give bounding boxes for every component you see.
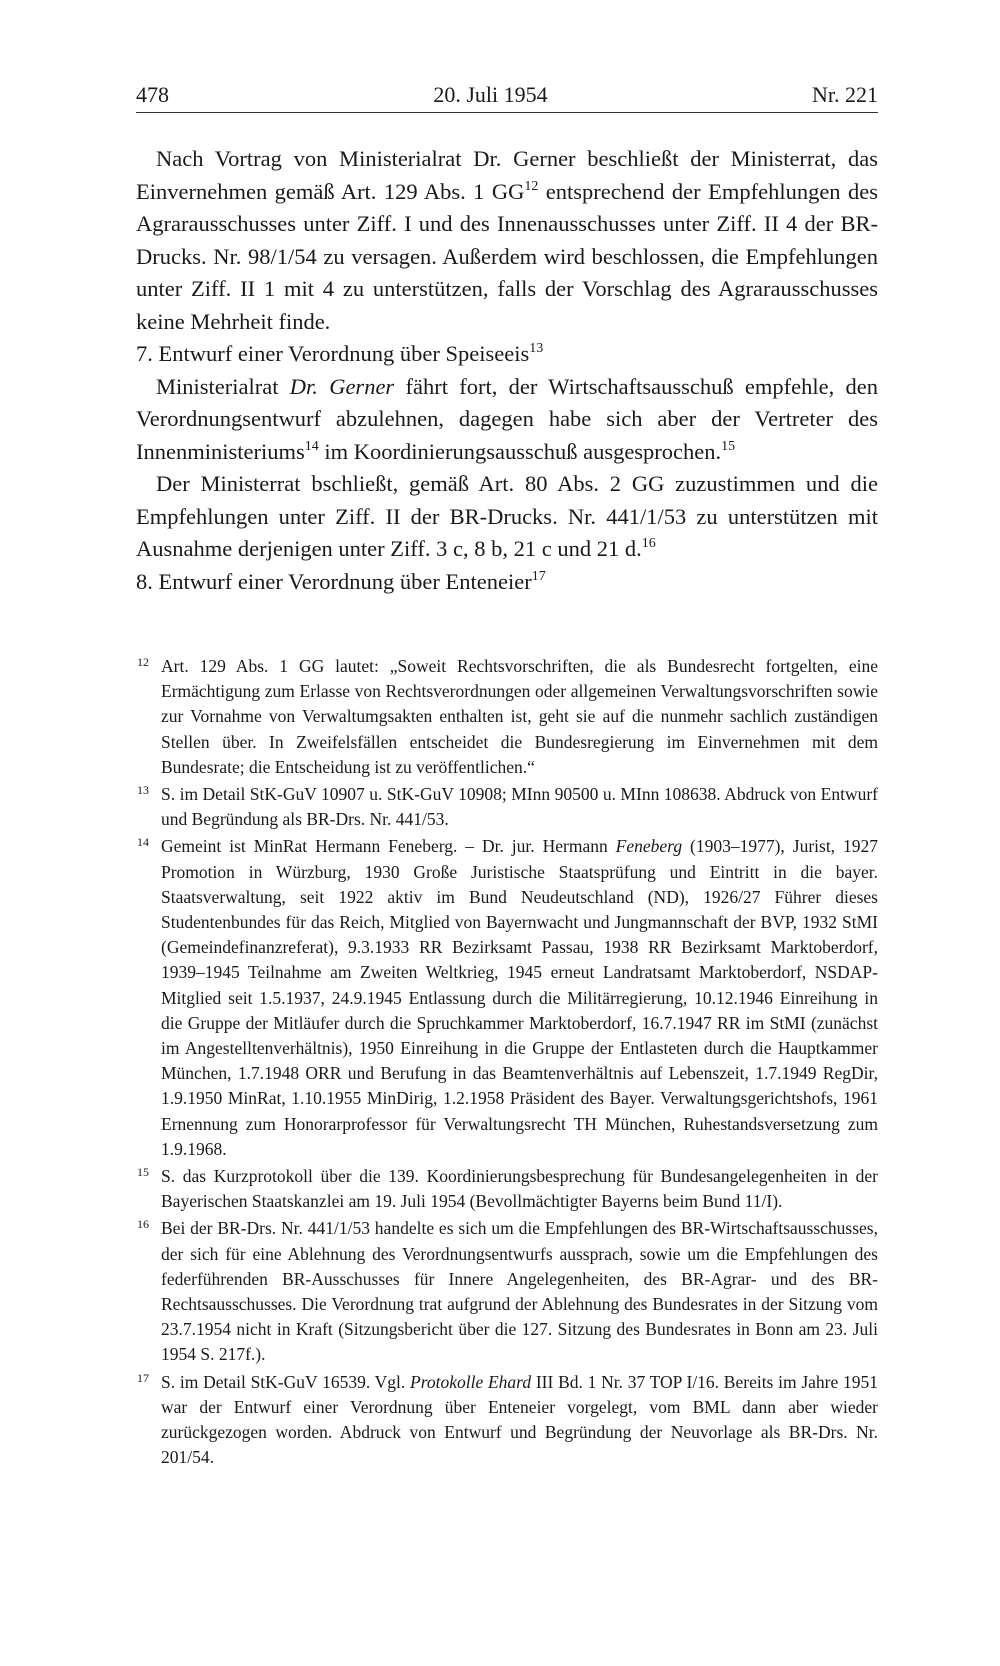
header-date: 20. Juli 1954 xyxy=(433,82,548,107)
footnote-number: 17 xyxy=(137,1370,149,1385)
paragraph-resolution-agrar: Nach Vortrag von Ministerialrat Dr. Gerner beschließt der Ministerrat, das Einvernehmen gemäß Art. 129 Abs. 1 GG$^{12}$ entsprechend der Empfehlungen des Agrarausschusses unter Ziff. I und des Innenausschusses unter Ziff. II 4 der BR-Drucks. Nr. 98/1/54 zu versagen. Außerdem wird beschlossen, die Empfehlungen unter Ziff. II 1 mit 4 zu unterstützen, falls der Vorschlag des Agrarausschusses keine Mehrheit finde. xyxy=(136,146,878,334)
footnote-13 xyxy=(136,782,878,832)
footnote-text: Art. 129 Abs. 1 GG lautet: „Soweit Rechtsvorschriften, die als Bundesrecht fortgelten, eine Ermächtigung zum Erlasse von Rechtsverordnungen oder allgemeinen Verwaltungsvorschriften sowie zur Vornahme von Verwaltumgsakten enthalten ist, geht sie auf die nunmehr sachlich zuständigen Stellen über. In Zweifelsfällen entscheidet die Bundesregierung im Einvernehmen mit dem Bundesrate; die Entscheidung ist zu veröffentlichen.“ xyxy=(161,656,878,777)
agenda-item-8: 8. Entwurf einer Verordnung über Enteneier$^{17}$ xyxy=(136,568,546,594)
footnote-number: 12 xyxy=(137,655,149,669)
footnote-text: S. im Detail StK-GuV 10907 u. StK-GuV 10908; MInn 90500 u. MInn 108638. Abdruck von Entwurf und Begründung als BR-Drs. Nr. 441/53. xyxy=(161,784,878,830)
main-text xyxy=(136,143,878,598)
running-header xyxy=(136,82,878,113)
footnote-text: S. im Detail StK-GuV 16539. Vgl. Protokolle Ehard III Bd. 1 Nr. 37 TOP I/16. Bereits im Jahre 1951 war der Entwurf einer Verordnung über Enteneier vorgelegt, vom BML dann aber wieder zurückgezogen worden. Abdruck von Entwurf und Begründung der Neuvorlage als BR-Drs. Nr. 201/54. xyxy=(161,1371,879,1468)
document-number: Nr. 221 xyxy=(811,82,878,107)
footnote-number: 13 xyxy=(137,783,149,798)
footnote-text: Gemeint ist MinRat Hermann Feneberg. – Dr. jur. Hermann Feneberg (1903–1977), Jurist, 1927 Promotion in Würzburg, 1930 Große Juristische Staatsprüfung und Eintritt in die bayer. Staatsverwaltung, seit 1922 aktiv im Bund Neudeutschland (ND), 1926/27 Führer dieses Studentenbundes für das Reich, Mitglied von Bayernwacht und Jungmannschaft der BVP, 1932 StMI (Gemeindefinanzreferat), 9.3.1933 RR Bezirksamt Passau, 1938 RR Bezirksamt Marktoberdorf, 1939–1945 Teilnahme am Zweiten Weltkrieg, 1945 erneut Landratsamt Marktoberdorf, NSDAP-Mitglied seit 1.5.1937, 24.9.1945 Entlassung durch die Militärregierung, 10.12.1946 Einreihung in die Gruppe der Mitläufer durch die Spruchkammer Marktoberdorf, 16.7.1947 RR im StMI (zunächst im Angestelltenverhältnis), 1950 Einreihung in die Gruppe der Entlasteten durch die Hauptkammer München, 1.7.1948 ORR und Berufung in das Beamtenverhältnis auf Lebenszeit, 1.7.1949 RegDir, 1.9.1950 MinRat, 1.10.1955 MinDirig, 1.2.1958 Präsident des Bayer. Verwaltungsgerichtshofs, 1961 Ernennung zum Honorarprofessor für Verwaltungsrecht TH München, Ruhestandsversetzung zum 1.9.1968. xyxy=(161,836,878,1159)
footnote-12 xyxy=(136,654,878,780)
footnote-ref-16[interactable]: 16 xyxy=(641,536,656,551)
page-number: 478 xyxy=(136,82,169,107)
paragraph-resolution-speiseeis: Der Ministerrat bschließt, gemäß Art. 80 Abs. 2 GG zuzustimmen und die Empfehlungen unter Ziff. II der BR-Drucks. Nr. 441/1/53 zu unterstützen mit Ausnahme derjenigen unter Ziff. 3 c, 8 b, 21 c und 21 d.$^{16}$ xyxy=(136,471,878,561)
agenda-item-7: 7. Entwurf einer Verordnung über Speiseeis$^{13}$ xyxy=(136,341,544,366)
footnote-number: 15 xyxy=(137,1165,149,1180)
footnote-number: 16 xyxy=(137,1217,149,1232)
footnote-16 xyxy=(136,1216,878,1367)
footnote-14 xyxy=(136,834,878,1162)
footnote-number: 14 xyxy=(137,835,149,850)
footnote-ref-17[interactable]: 17 xyxy=(531,568,546,584)
footnote-ref-12[interactable]: 12 xyxy=(524,178,539,194)
footnote-15 xyxy=(136,1164,878,1214)
footnotes xyxy=(136,654,878,1471)
publication-title: Protokolle Ehard xyxy=(410,1371,532,1392)
footnote-ref-14[interactable]: 14 xyxy=(304,438,319,454)
person-name: Feneberg xyxy=(615,836,683,857)
footnote-ref-15[interactable]: 15 xyxy=(721,438,736,454)
document-page xyxy=(136,82,878,1473)
footnote-17 xyxy=(136,1370,878,1471)
paragraph-gerner-report: Ministerialrat Dr. Gerner fährt fort, der Wirtschaftsausschuß empfehle, den Verordnungsentwurf abzulehnen, dagegen habe sich aber der Vertreter des Innenministeriums$^{14}$ im Koordinierungsausschuß ausgesprochen.$^{15}$ xyxy=(136,373,878,464)
footnote-text: S. das Kurzprotokoll über die 139. Koordinierungsbesprechung für Bundesangelegenheiten in der Bayerischen Staatskanzlei am 19. Juli 1954 (Bevollmächtigter Bayerns beim Bund 11/I). xyxy=(161,1166,878,1212)
footnote-ref-13[interactable]: 13 xyxy=(529,341,544,356)
footnote-text: Bei der BR-Drs. Nr. 441/1/53 handelte es sich um die Empfehlungen des BR-Wirtschaftsausschusses, der sich für eine Ablehnung des Verordnungsentwurfs aussprach, sowie um die Empfehlungen des federführenden BR-Ausschusses für Innere Angelegenheiten, des BR-Agrar- und des BR-Rechtsausschusses. Die Verordnung trat aufgrund der Ablehnung des Bundesrates in der Sitzung vom 23.7.1954 nicht in Kraft (Sitzungsbericht über die 127. Sitzung des Bundesrates in Bonn am 23. Juli 1954 S. 217f.). xyxy=(161,1218,878,1365)
person-name: Dr. Gerner xyxy=(289,373,395,399)
